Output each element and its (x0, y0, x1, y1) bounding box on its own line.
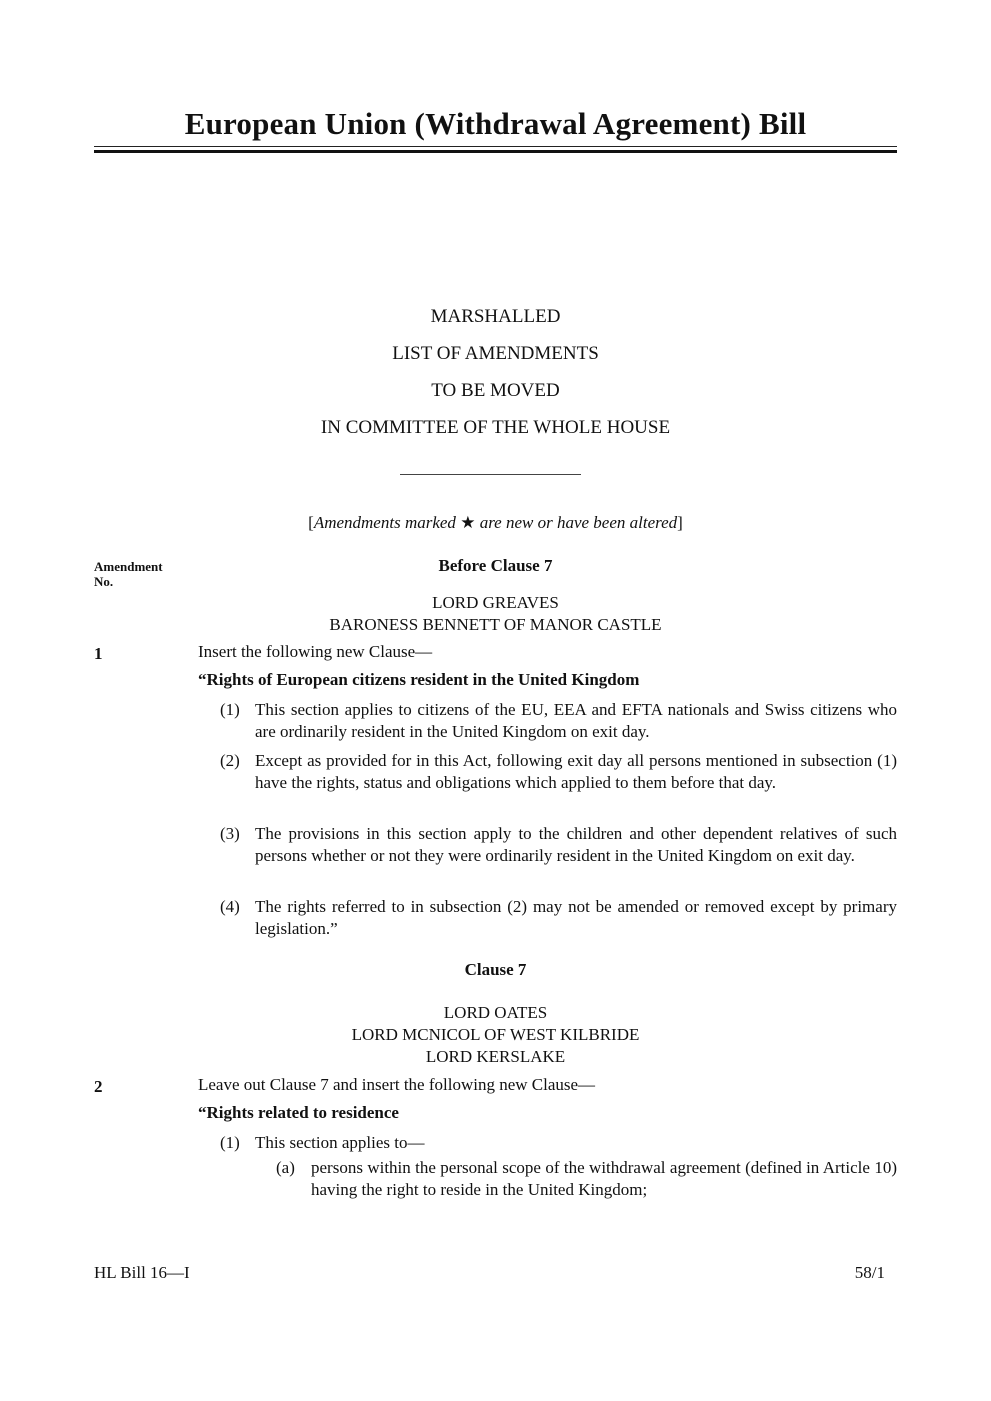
subsection-label: (3) (220, 824, 240, 843)
sponsor: LORD GREAVES (432, 593, 559, 612)
heading-line-3: TO BE MOVED (431, 380, 560, 401)
heading-line-1: MARSHALLED (430, 306, 561, 327)
heading-divider (400, 474, 581, 475)
subsection (220, 823, 897, 867)
subsection (220, 750, 897, 794)
subsection-label: (2) (220, 751, 240, 770)
subsection-text: The rights referred to in subsection (2) may not be amended or removed except by primary legislation.” (255, 897, 897, 938)
heading-line-4: IN COMMITTEE OF THE WHOLE HOUSE (320, 417, 671, 438)
subsection (220, 896, 897, 940)
subsection-text: Except as provided for in this Act, following exit day all persons mentioned in subsection (1) have the rights, status and obligations which applied to them before that day. (255, 751, 897, 792)
note-close-bracket: ] (677, 513, 683, 532)
amendments-note (94, 513, 897, 533)
section-heading-clause-7: Clause 7 (464, 960, 527, 979)
subsection-text: This section applies to— (255, 1133, 425, 1152)
sponsor: BARONESS BENNETT OF MANOR CASTLE (329, 615, 662, 634)
paragraph-label: (a) (276, 1158, 295, 1177)
section-heading-before-clause-7: Before Clause 7 (438, 556, 553, 575)
heading-line-2: LIST OF AMENDMENTS (392, 343, 599, 364)
subsection-text: The provisions in this section apply to the children and other dependent relatives of such persons whether or not they were ordinarily resident in the United Kingdom on exit day. (255, 824, 897, 865)
subsection-text: This section applies to citizens of the EU, EEA and EFTA nationals and Swiss citizens who are ordinarily resident in the United Kingdom on exit day. (255, 700, 897, 741)
sponsor: LORD MCNICOL OF WEST KILBRIDE (351, 1025, 640, 1044)
subsection (220, 699, 897, 743)
amendment-number: 2 (94, 1077, 103, 1096)
paragraph-text: persons within the personal scope of the withdrawal agreement (defined in Article 10) having the right to reside in the United Kingdom; (311, 1158, 897, 1199)
sponsor: LORD OATES (443, 1003, 548, 1022)
note-open-bracket: [ (308, 513, 314, 532)
star-icon: ★ (460, 513, 476, 532)
new-clause-title: “Rights of European citizens resident in the United Kingdom (198, 670, 640, 689)
new-clause-title: “Rights related to residence (198, 1103, 399, 1122)
subsection-label: (4) (220, 897, 240, 916)
amendment-number: 1 (94, 644, 103, 663)
sponsor: LORD KERSLAKE (425, 1047, 566, 1066)
amendment-no-label: Amendment No. (94, 559, 163, 589)
subsection-label: (1) (220, 700, 240, 719)
paragraph (276, 1157, 897, 1201)
note-text-before: Amendments marked (313, 513, 461, 532)
title-rule-thick (94, 150, 897, 153)
footer-page-reference: 58/1 (854, 1263, 885, 1282)
title-rule-thin (94, 146, 897, 147)
footer-bill-reference: HL Bill 16—I (94, 1263, 190, 1282)
subsection (220, 1132, 897, 1154)
subsection-label: (1) (220, 1133, 240, 1152)
amendment-instruction: Insert the following new Clause— (198, 642, 433, 661)
note-text-after: are new or have been altered (475, 513, 678, 532)
amendment-instruction: Leave out Clause 7 and insert the following new Clause— (198, 1075, 596, 1094)
document-title: European Union (Withdrawal Agreement) Bill (184, 106, 807, 141)
